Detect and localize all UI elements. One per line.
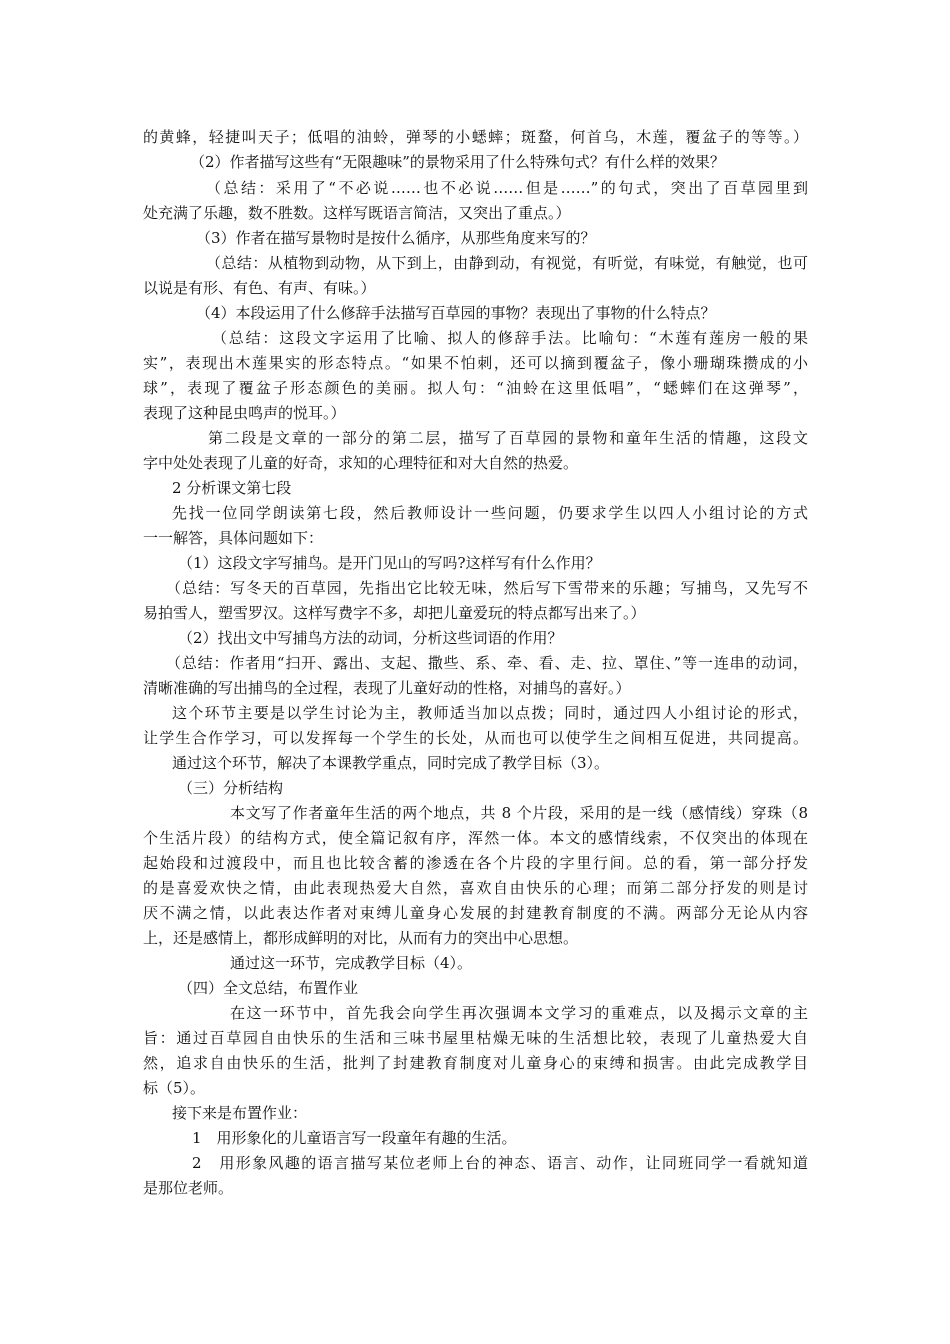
paragraph-line: 的是喜爱欢快之情，由此表现热爱大自然，喜欢自由快乐的心理；而第二部分抒发的则是讨 bbox=[143, 879, 808, 897]
question-line: （3）作者在描写景物时是按什么循序，从那些角度来写的？ bbox=[196, 229, 596, 247]
paragraph-line: 第二段是文章的一部分的第二层，描写了百草园的景物和童年生活的情趣，这段文 bbox=[208, 429, 808, 447]
paragraph-line: 厌不满之情，以此表达作者对束缚儿童身心发展的封建教育制度的不满。两部分无论从内容 bbox=[143, 904, 808, 922]
summary-line: （总结：这段文字运用了比喻、拟人的修辞手法。比喻句：“木莲有莲房一般的果 bbox=[212, 329, 808, 347]
paragraph-line: 接下来是布置作业： bbox=[172, 1104, 308, 1122]
paragraph-line: 让学生合作学习，可以发挥每一个学生的长处，从而也可以使学生之间相互促进，共同提高。 bbox=[143, 729, 808, 747]
paragraph-line: 本文写了作者童年生活的两个地点，共 8 个片段，采用的是一线（感情线）穿珠（8 bbox=[230, 804, 808, 822]
summary-line: 球”，表现了覆盆子形态颜色的美丽。拟人句：“油蛉在这里低唱”，“蟋蟀们在这弹琴”， bbox=[143, 379, 808, 397]
summary-line: 处充满了乐趣，数不胜数。这样写既语言简洁，又突出了重点。） bbox=[143, 204, 571, 222]
section-heading: （三）分析结构 bbox=[178, 779, 284, 797]
paragraph-line: 上，还是感情上，都形成鲜明的对比，从而有力的突出中心思想。 bbox=[143, 929, 579, 947]
summary-line: 实”，表现出木莲果实的形态特点。“如果不怕刺，还可以摘到覆盆子，像小珊瑚珠攒成的小 bbox=[143, 354, 808, 372]
summary-line: 易拍雪人，塑雪罗汉。这样写费字不多，却把儿童爱玩的特点都写出来了。） bbox=[143, 604, 646, 622]
summary-line: （总结：采用了“不必说……也不必说……但是……”的句式，突出了百草园里到 bbox=[206, 179, 808, 197]
homework-item: 是那位老师。 bbox=[143, 1179, 234, 1197]
paragraph-line: 先找一位同学朗读第七段，然后教师设计一些问题，仍要求学生以四人小组讨论的方式 bbox=[172, 504, 808, 522]
summary-line: （总结：作者用“扫开、露出、支起、撒些、系、牵、看、走、拉、罩住、”等一连串的动词， bbox=[166, 654, 808, 672]
paragraph-line: 起始段和过渡段中，而且也比较含蓄的渗透在各个片段的字里行间。总的看，第一部分抒发 bbox=[143, 854, 808, 872]
paragraph-line: 字中处处表现了儿童的好奇，求知的心理特征和对大自然的热爱。 bbox=[143, 454, 579, 472]
paragraph-line: 这个环节主要是以学生讨论为主，教师适当加以点拨；同时，通过四人小组讨论的形式， bbox=[172, 704, 808, 722]
paragraph-line: 一一解答，具体问题如下： bbox=[143, 529, 324, 547]
section-heading: 2 分析课文第七段 bbox=[172, 479, 292, 497]
paragraph-line: 通过这个环节，解决了本课教学重点，同时完成了教学目标（3）。 bbox=[172, 754, 610, 772]
question-line: （4）本段运用了什么修辞手法描写百草园的事物？表现出了事物的什么特点？ bbox=[196, 304, 716, 322]
summary-line: 以说是有形、有色、有声、有味。） bbox=[143, 279, 376, 297]
homework-item: 1 用形象化的儿童语言写一段童年有趣的生活。 bbox=[192, 1129, 517, 1147]
text-line: 的黄蜂，轻捷叫天子；低唱的油蛉，弹琴的小蟋蟀；斑蝥，何首乌，木莲，覆盆子的等等。） bbox=[143, 128, 808, 146]
homework-item: 2 用形象风趣的语言描写某位老师上台的神态、语言、动作，让同班同学一看就知道 bbox=[192, 1154, 808, 1172]
question-line: （2）找出文中写捕鸟方法的动词，分析这些词语的作用？ bbox=[178, 629, 563, 647]
summary-line: 表现了这种昆虫鸣声的悦耳。） bbox=[143, 404, 346, 422]
section-heading: （四）全文总结，布置作业 bbox=[178, 979, 359, 997]
paragraph-line: 在这一环节中，首先我会向学生再次强调本文学习的重难点，以及揭示文章的主 bbox=[230, 1004, 808, 1022]
question-line: （2）作者描写这些有“无限趣味”的景物采用了什么特殊句式？有什么样的效果？ bbox=[190, 153, 725, 171]
summary-line: （总结：从植物到动物，从下到上，由静到动，有视觉，有听觉，有味觉，有触觉，也可 bbox=[206, 254, 808, 272]
summary-line: （总结：写冬天的百草园，先指出它比较无味，然后写下雪带来的乐趣；写捕鸟，又先写不 bbox=[166, 579, 808, 597]
question-line: （1）这段文字写捕鸟。是开门见山的写吗?这样写有什么作用？ bbox=[178, 554, 601, 572]
paragraph-line: 旨：通过百草园自由快乐的生活和三味书屋里枯燥无味的生活想比较，表现了儿童热爱大自 bbox=[143, 1029, 808, 1047]
paragraph-line: 通过这一环节，完成教学目标（4）。 bbox=[230, 954, 473, 972]
paragraph-line: 个生活片段）的结构方式，使全篇记叙有序，浑然一体。本文的感情线索，不仅突出的体现在 bbox=[143, 829, 808, 847]
summary-line: 清晰准确的写出捕鸟的全过程，表现了儿童好动的性格，对捕鸟的喜好。） bbox=[143, 679, 631, 697]
paragraph-line: 然，追求自由快乐的生活，批判了封建教育制度对儿童身心的束缚和损害。由此完成教学目 bbox=[143, 1054, 808, 1072]
paragraph-line: 标（5）。 bbox=[143, 1079, 206, 1097]
